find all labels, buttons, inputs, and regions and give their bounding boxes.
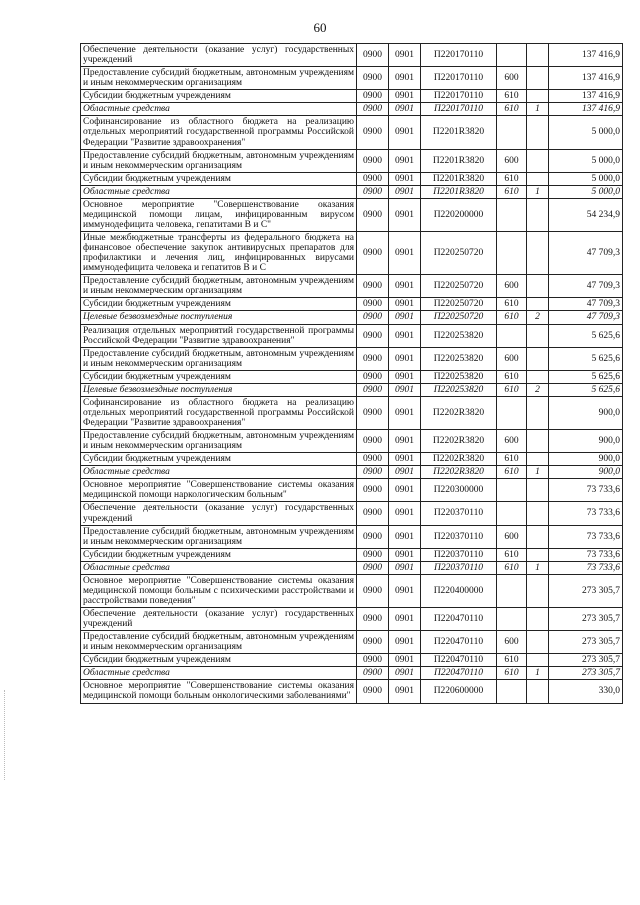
table-row: [81, 574, 623, 607]
section-code-cell: 0900: [357, 608, 389, 631]
section-code-cell: 0900: [357, 67, 389, 90]
table-row: [81, 90, 623, 103]
subsection-code-cell: 0901: [389, 232, 421, 275]
funding-source-cell: [527, 324, 549, 347]
subsection-code-cell: 0901: [389, 608, 421, 631]
subsection-code-cell: 0901: [389, 149, 421, 172]
amount-cell: 137 416,9: [549, 103, 623, 116]
table-row: [81, 370, 623, 383]
subsection-code-cell: 0901: [389, 654, 421, 667]
amount-cell: 5 625,6: [549, 324, 623, 347]
expense-type-code-cell: 600: [497, 430, 527, 453]
target-article-code-cell: П220370110: [421, 548, 497, 561]
subsection-code-cell: 0901: [389, 561, 421, 574]
section-code-cell: 0900: [357, 525, 389, 548]
row-name-cell: Предоставление субсидий бюджетным, автономным учреждениям и иным некоммерческим организациям: [81, 430, 357, 453]
binding-margin-mark: [4, 690, 6, 780]
funding-source-cell: 1: [527, 185, 549, 198]
subsection-code-cell: 0901: [389, 383, 421, 396]
section-code-cell: 0900: [357, 116, 389, 149]
subsection-code-cell: 0901: [389, 502, 421, 525]
target-article-code-cell: П2201R3820: [421, 149, 497, 172]
subsection-code-cell: 0901: [389, 667, 421, 680]
amount-cell: 273 305,7: [549, 608, 623, 631]
section-code-cell: 0900: [357, 311, 389, 324]
subsection-code-cell: 0901: [389, 430, 421, 453]
amount-cell: 900,0: [549, 430, 623, 453]
amount-cell: 273 305,7: [549, 574, 623, 607]
target-article-code-cell: П220600000: [421, 680, 497, 703]
table-row: [81, 275, 623, 298]
amount-cell: 73 733,6: [549, 502, 623, 525]
target-article-code-cell: П220370110: [421, 525, 497, 548]
expense-type-code-cell: 600: [497, 67, 527, 90]
amount-cell: 73 733,6: [549, 561, 623, 574]
section-code-cell: 0900: [357, 370, 389, 383]
row-name-cell: Субсидии бюджетным учреждениям: [81, 654, 357, 667]
table-row: [81, 298, 623, 311]
expense-type-code-cell: 610: [497, 185, 527, 198]
expense-type-code-cell: [497, 680, 527, 703]
table-row: [81, 396, 623, 429]
expense-type-code-cell: 610: [497, 172, 527, 185]
target-article-code-cell: П220253820: [421, 370, 497, 383]
row-name-cell: Субсидии бюджетным учреждениям: [81, 548, 357, 561]
table-row: [81, 654, 623, 667]
expense-type-code-cell: [497, 574, 527, 607]
funding-source-cell: [527, 548, 549, 561]
target-article-code-cell: П2202R3820: [421, 453, 497, 466]
section-code-cell: 0900: [357, 502, 389, 525]
subsection-code-cell: 0901: [389, 396, 421, 429]
target-article-code-cell: П2202R3820: [421, 396, 497, 429]
target-article-code-cell: П220250720: [421, 298, 497, 311]
funding-source-cell: 1: [527, 466, 549, 479]
amount-cell: 54 234,9: [549, 198, 623, 231]
target-article-code-cell: П220400000: [421, 574, 497, 607]
expense-type-code-cell: [497, 324, 527, 347]
row-name-cell: Субсидии бюджетным учреждениям: [81, 453, 357, 466]
expense-type-code-cell: [497, 116, 527, 149]
amount-cell: 5 625,6: [549, 347, 623, 370]
amount-cell: 47 709,3: [549, 311, 623, 324]
budget-table-body: [81, 44, 623, 704]
expense-type-code-cell: 610: [497, 466, 527, 479]
table-row: [81, 466, 623, 479]
section-code-cell: 0900: [357, 347, 389, 370]
amount-cell: 273 305,7: [549, 631, 623, 654]
target-article-code-cell: П220250720: [421, 311, 497, 324]
expense-type-code-cell: 610: [497, 90, 527, 103]
subsection-code-cell: 0901: [389, 548, 421, 561]
funding-source-cell: [527, 525, 549, 548]
section-code-cell: 0900: [357, 149, 389, 172]
table-row: [81, 680, 623, 703]
section-code-cell: 0900: [357, 631, 389, 654]
row-name-cell: Основное мероприятие "Совершенствование системы оказания медицинской помощи наркологическим больным": [81, 479, 357, 502]
table-row: [81, 149, 623, 172]
amount-cell: 900,0: [549, 466, 623, 479]
amount-cell: 47 709,3: [549, 232, 623, 275]
table-row: [81, 383, 623, 396]
expense-type-code-cell: [497, 44, 527, 67]
subsection-code-cell: 0901: [389, 103, 421, 116]
expense-type-code-cell: 610: [497, 311, 527, 324]
row-name-cell: Субсидии бюджетным учреждениям: [81, 370, 357, 383]
row-name-cell: Основное мероприятие "Совершенствование оказания медицинской помощи лицам, инфицированным вирусом иммунодефицита человека, гепатитами В и С": [81, 198, 357, 231]
target-article-code-cell: П220250720: [421, 232, 497, 275]
expense-type-code-cell: 610: [497, 548, 527, 561]
section-code-cell: 0900: [357, 275, 389, 298]
funding-source-cell: [527, 453, 549, 466]
subsection-code-cell: 0901: [389, 275, 421, 298]
table-row: [81, 667, 623, 680]
row-name-cell: Областные средства: [81, 185, 357, 198]
amount-cell: 900,0: [549, 453, 623, 466]
funding-source-cell: [527, 198, 549, 231]
target-article-code-cell: П220253820: [421, 347, 497, 370]
funding-source-cell: 2: [527, 311, 549, 324]
subsection-code-cell: 0901: [389, 466, 421, 479]
table-row: [81, 608, 623, 631]
section-code-cell: 0900: [357, 561, 389, 574]
row-name-cell: Реализация отдельных мероприятий государственной программы Российской Федерации "Развитие здравоохранения": [81, 324, 357, 347]
expense-type-code-cell: [497, 396, 527, 429]
table-row: [81, 311, 623, 324]
funding-source-cell: [527, 90, 549, 103]
funding-source-cell: [527, 67, 549, 90]
section-code-cell: 0900: [357, 90, 389, 103]
amount-cell: 73 733,6: [549, 548, 623, 561]
subsection-code-cell: 0901: [389, 172, 421, 185]
section-code-cell: 0900: [357, 453, 389, 466]
target-article-code-cell: П220170110: [421, 103, 497, 116]
funding-source-cell: [527, 149, 549, 172]
target-article-code-cell: П220253820: [421, 324, 497, 347]
expense-type-code-cell: 600: [497, 275, 527, 298]
section-code-cell: 0900: [357, 479, 389, 502]
section-code-cell: 0900: [357, 298, 389, 311]
amount-cell: 5 625,6: [549, 370, 623, 383]
table-row: [81, 525, 623, 548]
section-code-cell: 0900: [357, 103, 389, 116]
row-name-cell: Предоставление субсидий бюджетным, автономным учреждениям и иным некоммерческим организациям: [81, 631, 357, 654]
row-name-cell: Софинансирование из областного бюджета на реализацию отдельных мероприятий государственной программы Российской Федерации "Развитие здравоохранения": [81, 396, 357, 429]
amount-cell: 330,0: [549, 680, 623, 703]
subsection-code-cell: 0901: [389, 574, 421, 607]
target-article-code-cell: П2202R3820: [421, 430, 497, 453]
row-name-cell: Областные средства: [81, 466, 357, 479]
subsection-code-cell: 0901: [389, 298, 421, 311]
section-code-cell: 0900: [357, 667, 389, 680]
funding-source-cell: [527, 396, 549, 429]
subsection-code-cell: 0901: [389, 116, 421, 149]
section-code-cell: 0900: [357, 430, 389, 453]
expense-type-code-cell: 610: [497, 667, 527, 680]
target-article-code-cell: П220170110: [421, 67, 497, 90]
expense-type-code-cell: [497, 608, 527, 631]
row-name-cell: Предоставление субсидий бюджетным, автономным учреждениям и иным некоммерческим организациям: [81, 275, 357, 298]
table-row: [81, 453, 623, 466]
section-code-cell: 0900: [357, 680, 389, 703]
funding-source-cell: 1: [527, 103, 549, 116]
row-name-cell: Предоставление субсидий бюджетным, автономным учреждениям и иным некоммерческим организациям: [81, 347, 357, 370]
amount-cell: 900,0: [549, 396, 623, 429]
row-name-cell: Целевые безвозмездные поступления: [81, 311, 357, 324]
table-row: [81, 430, 623, 453]
target-article-code-cell: П2201R3820: [421, 172, 497, 185]
target-article-code-cell: П2201R3820: [421, 116, 497, 149]
section-code-cell: 0900: [357, 396, 389, 429]
funding-source-cell: [527, 479, 549, 502]
target-article-code-cell: П220370110: [421, 502, 497, 525]
row-name-cell: Основное мероприятие "Совершенствование системы оказания медицинской помощи больным с психическими расстройствами и расстройствами поведения": [81, 574, 357, 607]
amount-cell: 273 305,7: [549, 654, 623, 667]
table-row: [81, 324, 623, 347]
subsection-code-cell: 0901: [389, 525, 421, 548]
row-name-cell: Софинансирование из областного бюджета на реализацию отдельных мероприятий государственной программы Российской Федерации "Развитие здравоохранения": [81, 116, 357, 149]
row-name-cell: Субсидии бюджетным учреждениям: [81, 90, 357, 103]
expense-type-code-cell: 610: [497, 453, 527, 466]
funding-source-cell: [527, 574, 549, 607]
funding-source-cell: 1: [527, 667, 549, 680]
subsection-code-cell: 0901: [389, 347, 421, 370]
funding-source-cell: [527, 430, 549, 453]
expense-type-code-cell: 610: [497, 103, 527, 116]
subsection-code-cell: 0901: [389, 311, 421, 324]
subsection-code-cell: 0901: [389, 453, 421, 466]
subsection-code-cell: 0901: [389, 67, 421, 90]
expense-type-code-cell: 600: [497, 149, 527, 172]
subsection-code-cell: 0901: [389, 44, 421, 67]
amount-cell: 73 733,6: [549, 479, 623, 502]
section-code-cell: 0900: [357, 654, 389, 667]
target-article-code-cell: П220250720: [421, 275, 497, 298]
target-article-code-cell: П220300000: [421, 479, 497, 502]
row-name-cell: Субсидии бюджетным учреждениям: [81, 172, 357, 185]
row-name-cell: Основное мероприятие "Совершенствование системы оказания медицинской помощи больным онкологическими заболеваниями": [81, 680, 357, 703]
amount-cell: 137 416,9: [549, 90, 623, 103]
funding-source-cell: [527, 232, 549, 275]
section-code-cell: 0900: [357, 466, 389, 479]
table-row: [81, 44, 623, 67]
expense-type-code-cell: [497, 232, 527, 275]
funding-source-cell: [527, 172, 549, 185]
target-article-code-cell: П220470110: [421, 631, 497, 654]
amount-cell: 5 000,0: [549, 116, 623, 149]
subsection-code-cell: 0901: [389, 90, 421, 103]
row-name-cell: Обеспечение деятельности (оказание услуг) государственных учреждений: [81, 502, 357, 525]
row-name-cell: Целевые безвозмездные поступления: [81, 383, 357, 396]
row-name-cell: Областные средства: [81, 561, 357, 574]
target-article-code-cell: П220470110: [421, 608, 497, 631]
table-row: [81, 561, 623, 574]
amount-cell: 137 416,9: [549, 67, 623, 90]
funding-source-cell: 2: [527, 383, 549, 396]
expense-type-code-cell: 610: [497, 383, 527, 396]
row-name-cell: Субсидии бюджетным учреждениям: [81, 298, 357, 311]
row-name-cell: Иные межбюджетные трансферты из федерального бюджета на финансовое обеспечение закупок антивирусных препаратов для профилактики и лечения лиц, инфицированных вирусами иммунодефицита человека и гепатитов В и С: [81, 232, 357, 275]
amount-cell: 5 000,0: [549, 149, 623, 172]
funding-source-cell: [527, 608, 549, 631]
amount-cell: 47 709,3: [549, 275, 623, 298]
funding-source-cell: [527, 298, 549, 311]
expense-type-code-cell: [497, 479, 527, 502]
table-row: [81, 185, 623, 198]
amount-cell: 137 416,9: [549, 44, 623, 67]
section-code-cell: 0900: [357, 383, 389, 396]
subsection-code-cell: 0901: [389, 631, 421, 654]
section-code-cell: 0900: [357, 172, 389, 185]
funding-source-cell: [527, 502, 549, 525]
row-name-cell: Обеспечение деятельности (оказание услуг) государственных учреждений: [81, 608, 357, 631]
amount-cell: 47 709,3: [549, 298, 623, 311]
funding-source-cell: 1: [527, 561, 549, 574]
table-row: [81, 103, 623, 116]
expense-type-code-cell: 610: [497, 654, 527, 667]
table-row: [81, 116, 623, 149]
section-code-cell: 0900: [357, 324, 389, 347]
subsection-code-cell: 0901: [389, 198, 421, 231]
expense-type-code-cell: [497, 502, 527, 525]
target-article-code-cell: П220170110: [421, 44, 497, 67]
funding-source-cell: [527, 44, 549, 67]
table-row: [81, 198, 623, 231]
table-row: [81, 232, 623, 275]
section-code-cell: 0900: [357, 548, 389, 561]
expense-type-code-cell: 610: [497, 561, 527, 574]
subsection-code-cell: 0901: [389, 680, 421, 703]
funding-source-cell: [527, 116, 549, 149]
section-code-cell: 0900: [357, 198, 389, 231]
target-article-code-cell: П2202R3820: [421, 466, 497, 479]
amount-cell: 73 733,6: [549, 525, 623, 548]
subsection-code-cell: 0901: [389, 370, 421, 383]
subsection-code-cell: 0901: [389, 324, 421, 347]
expense-type-code-cell: 610: [497, 370, 527, 383]
target-article-code-cell: П220470110: [421, 667, 497, 680]
table-row: [81, 479, 623, 502]
amount-cell: 5 000,0: [549, 185, 623, 198]
target-article-code-cell: П220470110: [421, 654, 497, 667]
section-code-cell: 0900: [357, 232, 389, 275]
section-code-cell: 0900: [357, 185, 389, 198]
page-number: 60: [313, 20, 327, 35]
table-row: [81, 502, 623, 525]
amount-cell: 5 625,6: [549, 383, 623, 396]
funding-source-cell: [527, 631, 549, 654]
section-code-cell: 0900: [357, 574, 389, 607]
expense-type-code-cell: [497, 198, 527, 231]
target-article-code-cell: П220200000: [421, 198, 497, 231]
row-name-cell: Предоставление субсидий бюджетным, автономным учреждениям и иным некоммерческим организациям: [81, 525, 357, 548]
row-name-cell: Обеспечение деятельности (оказание услуг) государственных учреждений: [81, 44, 357, 67]
target-article-code-cell: П220370110: [421, 561, 497, 574]
expense-type-code-cell: 600: [497, 631, 527, 654]
expense-type-code-cell: 600: [497, 525, 527, 548]
row-name-cell: Предоставление субсидий бюджетным, автономным учреждениям и иным некоммерческим организациям: [81, 149, 357, 172]
subsection-code-cell: 0901: [389, 185, 421, 198]
table-row: [81, 67, 623, 90]
amount-cell: 273 305,7: [549, 667, 623, 680]
target-article-code-cell: П2201R3820: [421, 185, 497, 198]
amount-cell: 5 000,0: [549, 172, 623, 185]
section-code-cell: 0900: [357, 44, 389, 67]
target-article-code-cell: П220170110: [421, 90, 497, 103]
budget-table: [80, 43, 623, 704]
funding-source-cell: [527, 680, 549, 703]
row-name-cell: Областные средства: [81, 667, 357, 680]
expense-type-code-cell: 600: [497, 347, 527, 370]
funding-source-cell: [527, 654, 549, 667]
target-article-code-cell: П220253820: [421, 383, 497, 396]
funding-source-cell: [527, 347, 549, 370]
table-row: [81, 548, 623, 561]
table-row: [81, 347, 623, 370]
expense-type-code-cell: 610: [497, 298, 527, 311]
table-row: [81, 631, 623, 654]
row-name-cell: Областные средства: [81, 103, 357, 116]
funding-source-cell: [527, 370, 549, 383]
subsection-code-cell: 0901: [389, 479, 421, 502]
funding-source-cell: [527, 275, 549, 298]
row-name-cell: Предоставление субсидий бюджетным, автономным учреждениям и иным некоммерческим организациям: [81, 67, 357, 90]
table-row: [81, 172, 623, 185]
